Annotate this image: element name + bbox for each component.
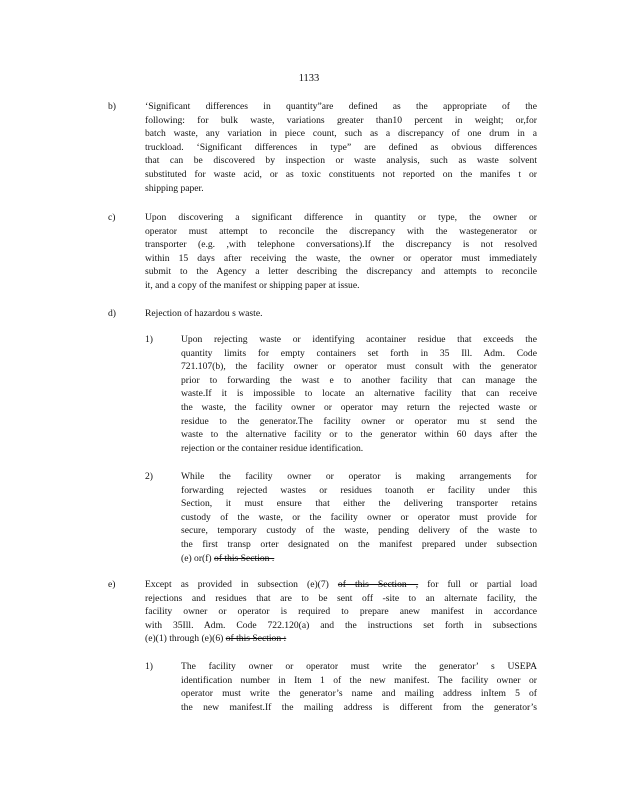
paragraph-text <box>145 307 537 321</box>
struck-text: of this Section , <box>337 579 419 590</box>
paragraph-text <box>145 211 537 293</box>
text-line: prior to forwarding the wast e to another facility that can manage the <box>181 374 537 386</box>
item-marker: e) <box>108 579 116 590</box>
text-line: secure, temporary custody of the waste, pending delivery of the waste to <box>181 525 537 537</box>
item-marker: 1) <box>145 334 153 345</box>
text-line: residue to the generator.The facility owner or operator mu st send the <box>181 415 537 427</box>
text-line: waste to the alternative facility or to the generator within 60 days after the <box>181 429 537 441</box>
item-marker: d) <box>108 308 116 319</box>
text-line: within 15 days after receiving the waste, the owner or operator must immediately <box>145 252 537 264</box>
item-marker: b) <box>108 101 116 112</box>
text-line: submit to the Agency a letter describing the discrepancy and attempts to reconcile <box>145 266 537 278</box>
text-line: it, and a copy of the manifest or shipping paper at issue. <box>145 279 360 291</box>
text-line: the waste, the facility owner or operator may return the rejected waste or <box>181 401 537 413</box>
item-marker: 1) <box>145 661 153 672</box>
text-line: the first transp orter designated on the manifest prepared under subsection <box>181 538 537 550</box>
text-line: The facility owner or operator must write the generator’ s USEPA <box>181 661 537 672</box>
text-line: Upon discovering a significant difference in quantity or type, the owner or <box>145 212 537 223</box>
text-line: rejections and residues that are to be sent off -site to an alternate facility, the <box>145 592 537 604</box>
text-line: waste.If it is impossible to locate an alternative facility that can receive <box>181 388 537 400</box>
text-line <box>181 552 537 566</box>
text-line: transporter (e.g. ,with telephone conversations).If the discrepancy is not resolved <box>145 239 537 251</box>
text-line: that can be discovered by inspection or waste analysis, such as waste solvent <box>145 155 537 167</box>
text-line <box>145 632 537 646</box>
paragraph-text <box>145 100 537 195</box>
struck-text: of this Section . <box>214 552 275 564</box>
text-line: forwarding rejected wastes or residues toanoth er facility under this <box>181 484 537 496</box>
text-line: Rejection of hazardou s waste. <box>145 308 263 319</box>
text-line: rejection or the container residue identification. <box>181 442 364 454</box>
text-line: following: for bulk waste, variations greater than10 percent in weight; or,for <box>145 114 537 126</box>
text-line: custody of the waste, or the facility owner or operator must provide for <box>181 511 537 523</box>
text-line: truckload. ‘Significant differences in type” are defined as obvious differences <box>145 141 537 153</box>
text-line: with 35Ill. Adm. Code 722.120(a) and the instructions set forth in subsections <box>145 619 537 631</box>
text-line: operator must attempt to reconcile the discrepancy with the wastegenerator or <box>145 225 537 237</box>
text-line <box>145 578 537 592</box>
text-line: ‘Significant differences in quantity”are defined as the appropriate of the <box>145 101 537 112</box>
text-line: identification number in Item 1 of the new manifest. The facility owner or <box>181 674 537 686</box>
page-number: 1133 <box>298 73 320 84</box>
text-line: facility owner or operator is required to prepare anew manifest in accordance <box>145 606 537 618</box>
text-span: (e) or(f) <box>181 552 215 564</box>
text-line: batch waste, any variation in piece count, such as a discrepancy of one drum in a <box>145 128 537 140</box>
text-line: quantity limits for empty containers set forth in 35 Ill. Adm. Code <box>181 347 537 359</box>
text-line: Section, it must ensure that either the delivering transporter retains <box>181 498 537 510</box>
text-line: substituted for waste acid, or as toxic constituents not reported on the manifes t or <box>145 168 537 180</box>
text-line: operator must write the generator’s name and mailing address inItem 5 of <box>181 688 537 700</box>
paragraph-text <box>181 333 537 455</box>
paragraph-text <box>145 578 537 646</box>
text-line: the new manifest.If the mailing address is different from the generator’s <box>181 701 537 713</box>
text-line: shipping paper. <box>145 182 204 194</box>
paragraph-text <box>181 660 537 714</box>
item-marker: c) <box>108 212 116 223</box>
paragraph-text <box>181 470 537 565</box>
text-span: Except as provided in subsection (e)(7) <box>145 579 338 590</box>
text-span: for full or partial load <box>418 579 538 590</box>
struck-text: of this Section : <box>225 633 287 645</box>
text-line: 721.107(b), the facility owner or operator must consult with the generator <box>181 361 537 373</box>
text-line: While the facility owner or operator is making arrangements for <box>181 471 537 482</box>
item-marker: 2) <box>145 471 153 482</box>
text-line: Upon rejecting waste or identifying acontainer residue that exceeds the <box>181 334 537 345</box>
text-span: (e)(1) through (e)(6) <box>145 633 226 645</box>
